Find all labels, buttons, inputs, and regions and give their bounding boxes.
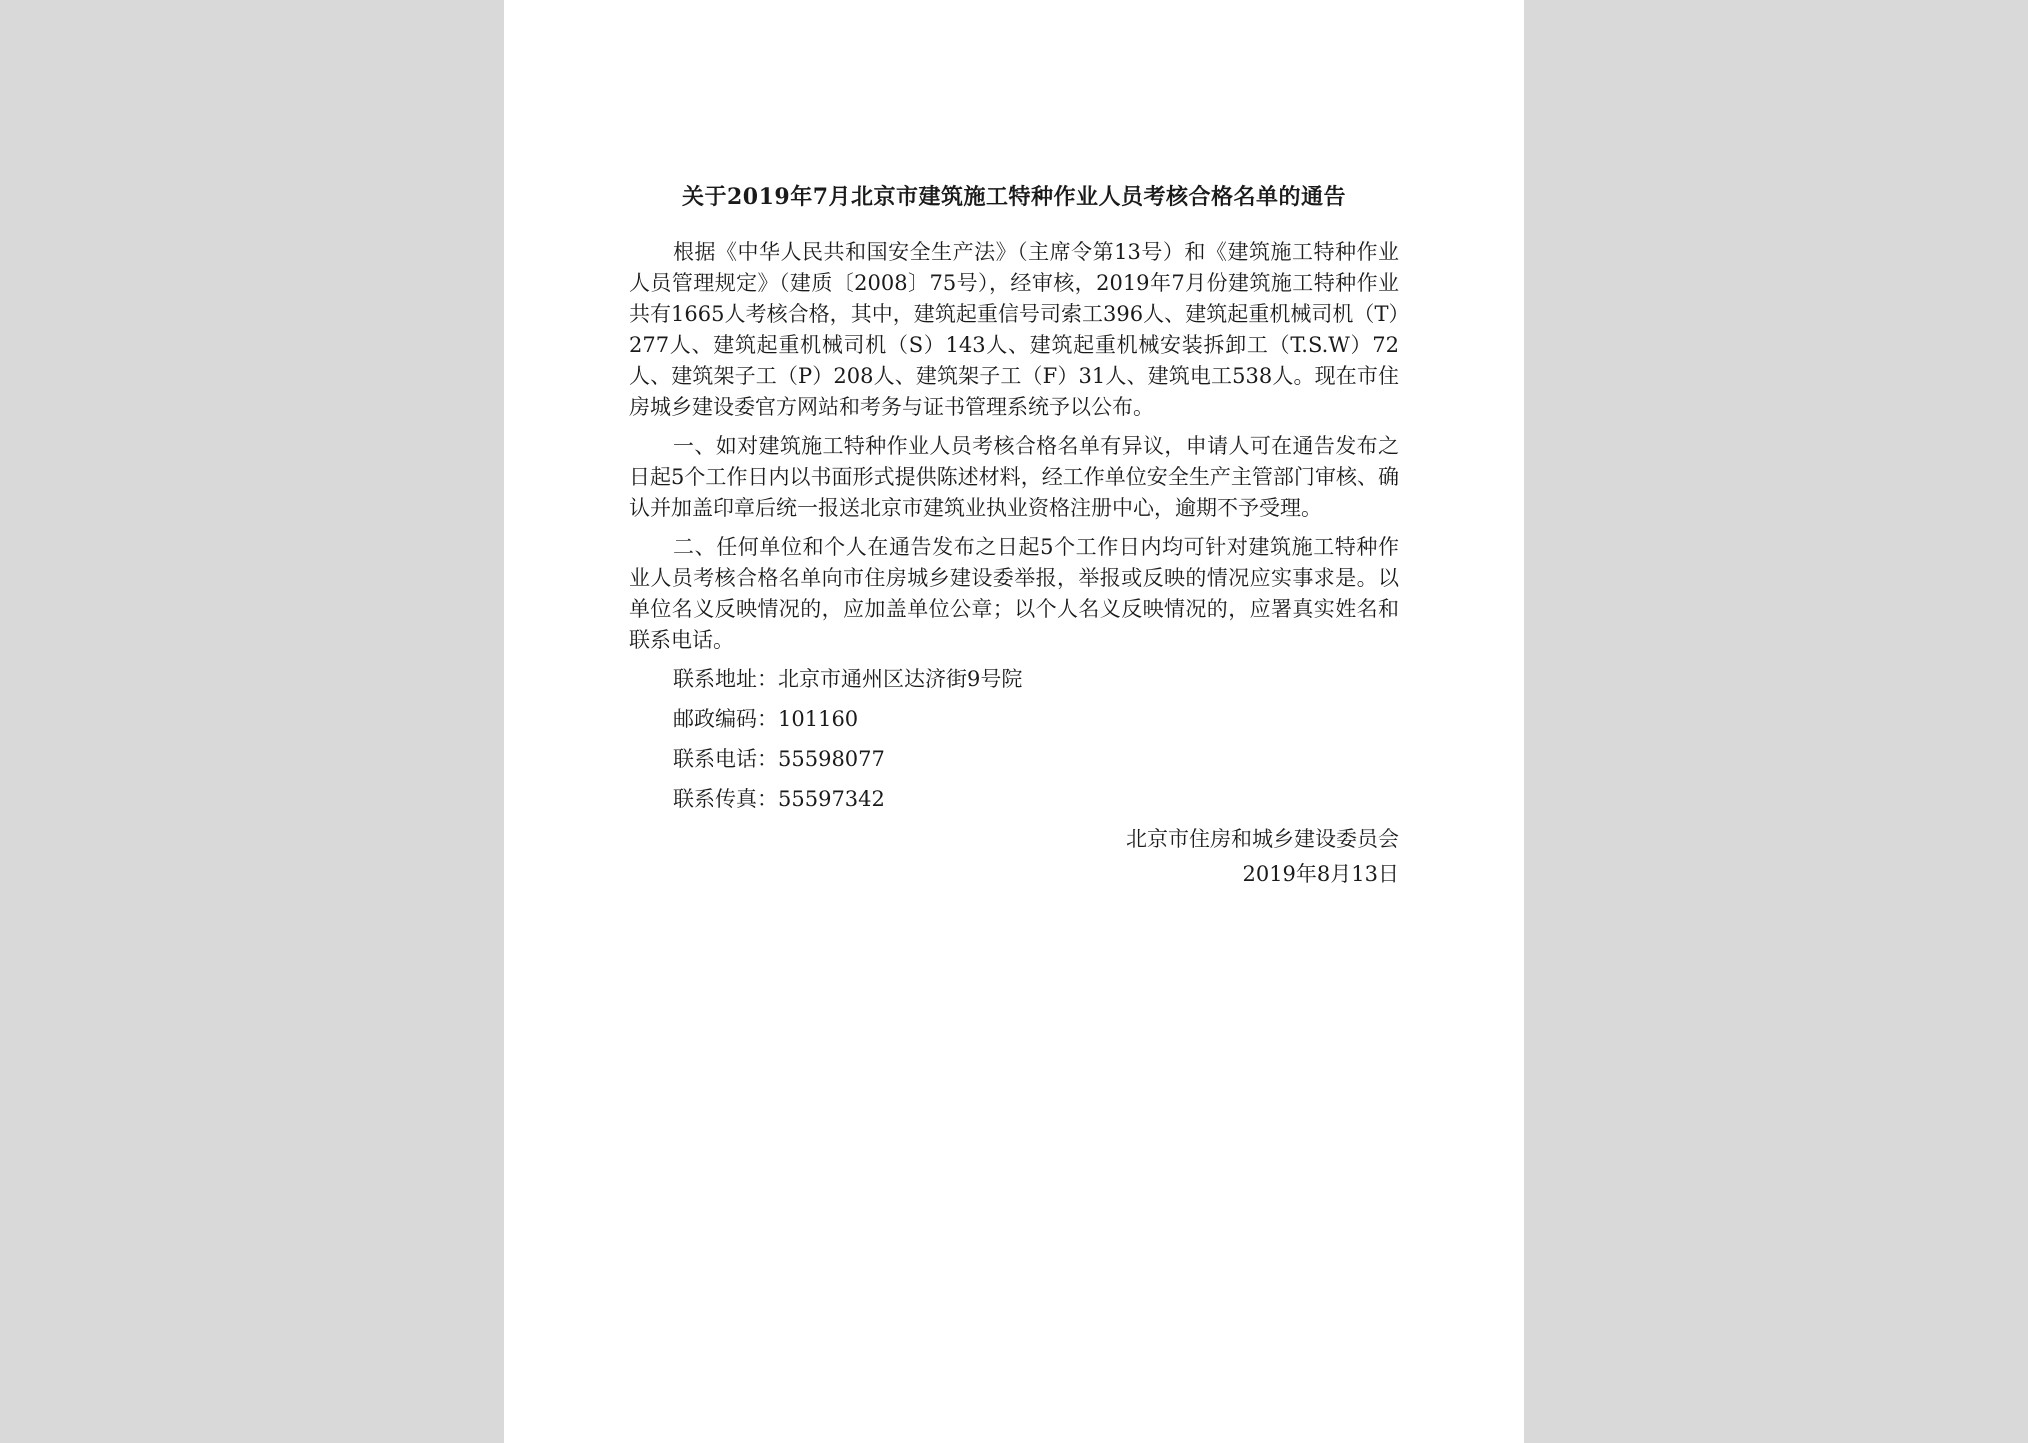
document-page bbox=[504, 0, 1524, 1443]
paragraph-intro: 根据《中华人民共和国安全生产法》（主席令第13号）和《建筑施工特种作业人员管理规定》（建质〔2008〕75号），经审核，2019年7月份建筑施工特种作业共有1665人考核合格，其中，建筑起重信号司索工396人、建筑起重机械司机（T）277人、建筑起重机械司机（S）143人、建筑起重机械安装拆卸工（T.S.W）72人、建筑架子工（P）208人、建筑架子工（F）31人、建筑电工538人。现在市住房城乡建设委官方网站和考务与证书管理系统予以公布。 bbox=[629, 240, 1399, 419]
contact-fax: 联系传真：55597342 bbox=[673, 787, 885, 811]
paragraph-objection: 一、如对建筑施工特种作业人员考核合格名单有异议，申请人可在通告发布之日起5个工作日内以书面形式提供陈述材料，经工作单位安全生产主管部门审核、确认并加盖印章后统一报送北京市建筑业执业资格注册中心，逾期不予受理。 bbox=[629, 434, 1399, 520]
contact-phone: 联系电话：55598077 bbox=[673, 747, 885, 771]
contact-address: 联系地址：北京市通州区达济街9号院 bbox=[673, 667, 1023, 691]
notice-body bbox=[629, 182, 1399, 894]
paragraph-report: 二、任何单位和个人在通告发布之日起5个工作日内均可针对建筑施工特种作业人员考核合格名单向市住房城乡建设委举报，举报或反映的情况应实事求是。以单位名义反映情况的，应加盖单位公章；以个人名义反映情况的，应署真实姓名和联系电话。 bbox=[629, 535, 1399, 652]
contact-postcode: 邮政编码：101160 bbox=[673, 707, 859, 731]
signature-org: 北京市住房和城乡建设委员会 bbox=[1126, 827, 1399, 851]
signature-date: 2019年8月13日 bbox=[1242, 862, 1399, 886]
notice-title: 关于2019年7月北京市建筑施工特种作业人员考核合格名单的通告 bbox=[681, 184, 1347, 210]
